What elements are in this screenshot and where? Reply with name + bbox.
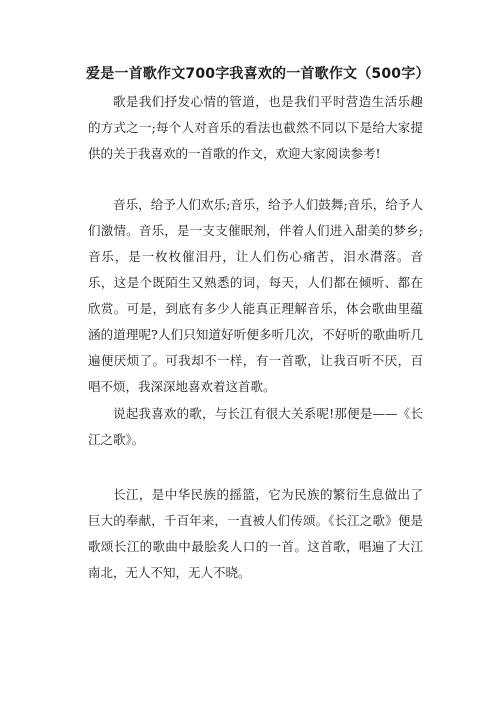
paragraph-favorite-song: 说起我喜欢的歌，与长江有很大关系呢!那便是——《长江之歌》。 bbox=[88, 406, 423, 447]
paragraph-intro: 歌是我们抒发心情的管道，也是我们平时营造生活乐趣的方式之一;每个人对音乐的看法也截然不同以下是给大家提供的关于我喜欢的一首歌的作文，欢迎大家阅读参考! bbox=[88, 94, 423, 161]
paragraph-yangtze: 长江，是中华民族的摇篮，它为民族的繁衍生息做出了巨大的奉献，千百年来，一直被人们传颂。《长江之歌》便是歌颂长江的歌曲中最脍炙人口的一首。这首歌，唱遍了大江南北，无人不知，无人不晓。 bbox=[88, 487, 423, 580]
document-title: 爱是一首歌作文700字我喜欢的一首歌作文（500字） bbox=[86, 66, 430, 82]
paragraph-music: 音乐，给予人们欢乐;音乐，给予人们鼓舞;音乐，给予人们激情。音乐，是一支支催眠剂，伴着人们进入甜美的梦乡;音乐，是一枚枚催泪丹，让人们伤心痛苦，泪水潸落。音乐，这是个既陌生又熟悉的词，每天，人们都在倾听、都在欣赏。可是，到底有多少人能真正理解音乐，体会歌曲里蕴涵的道理呢?人们只知道好听便多听几次，不好听的歌曲听几遍便厌烦了。可我却不一样，有一首歌，让我百听不厌，百唱不烦，我深深地喜欢着这首歌。 bbox=[88, 197, 423, 394]
